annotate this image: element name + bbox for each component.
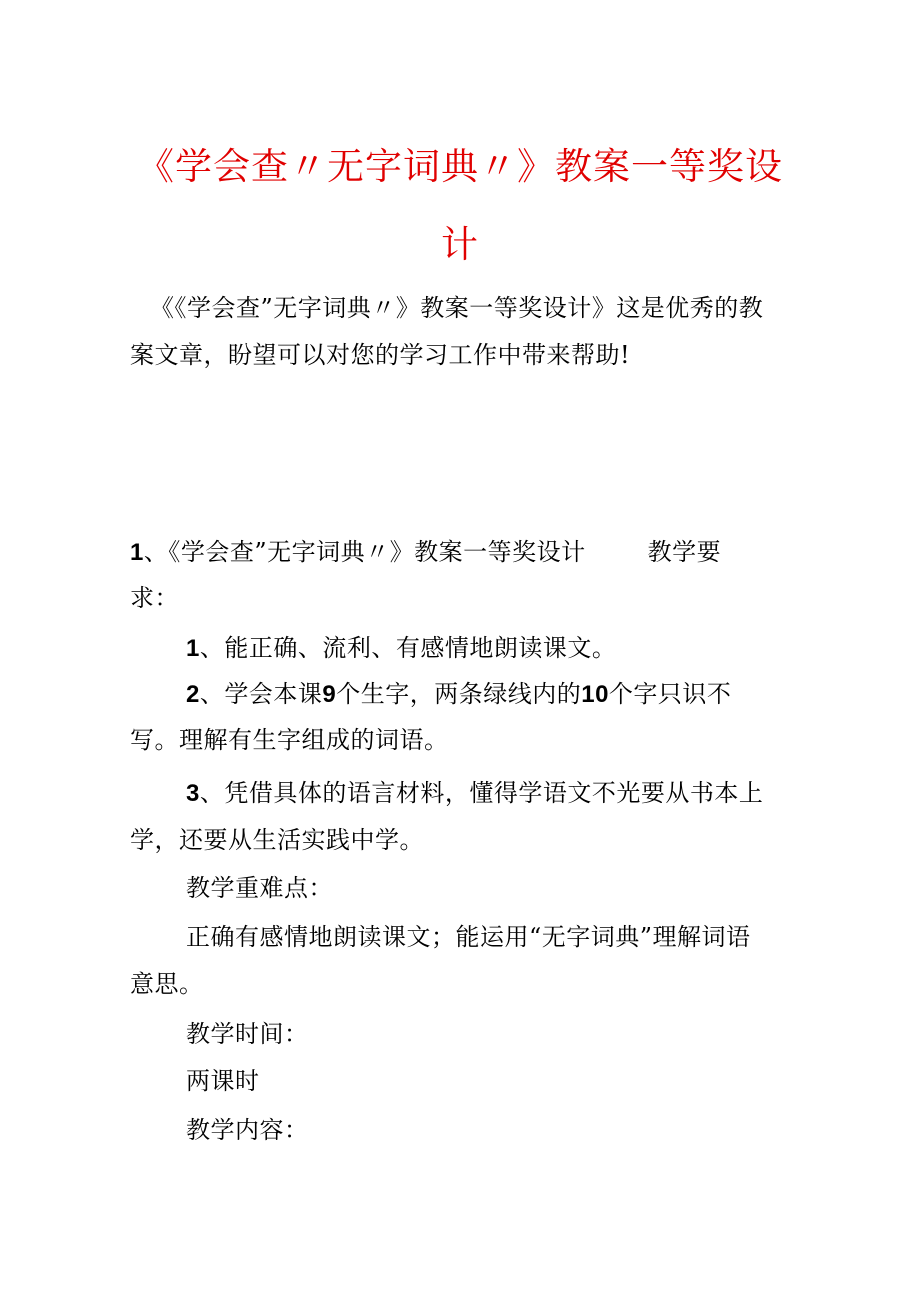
document-title-line-2: 计 — [441, 223, 479, 266]
requirement-item-2-line-2: 写。理解有生字组成的词语。 — [130, 726, 449, 754]
requirement-number: 2 — [186, 681, 200, 708]
requirement-item-3-line-2: 学，还要从生活实践中学。 — [130, 826, 424, 854]
document-title-line-1: 《学会查〃无字词典〃》教案一等奖设 — [137, 145, 783, 188]
requirement-text: 个字只识不 — [608, 680, 732, 708]
section-heading-text: 、《学会查”无字词典〃》教案一等奖设计 — [143, 538, 586, 566]
focus-text-line-1: 正确有感情地朗读课文；能运用“无字词典”理解词语 — [186, 923, 751, 951]
requirement-text: 、凭借具体的语言材料，懂得学语文不光要从书本上 — [199, 779, 764, 807]
section-number: 1 — [130, 539, 144, 566]
focus-label: 教学重难点： — [186, 874, 333, 902]
section-heading-tail: 教学要 — [647, 538, 722, 566]
intro-paragraph-line-1: 《《学会查”无字词典〃》教案一等奖设计》这是优秀的教 — [150, 294, 764, 322]
requirement-count: 9 — [322, 681, 337, 708]
section-heading-line-2: 求： — [130, 584, 179, 612]
requirement-count: 10 — [581, 681, 609, 708]
requirement-text: 、能正确、流利、有感情地朗读课文。 — [199, 634, 617, 662]
section-heading — [130, 537, 721, 568]
requirement-item-2 — [186, 679, 731, 710]
content-label: 教学内容： — [186, 1116, 309, 1144]
requirement-item-3 — [186, 778, 763, 809]
intro-paragraph-line-2: 案文章，盼望可以对您的学习工作中带来帮助! — [130, 341, 631, 369]
requirement-number: 1 — [186, 635, 200, 662]
requirement-text: 个生字，两条绿线内的 — [336, 680, 582, 708]
requirement-text: 、学会本课 — [199, 680, 323, 708]
time-value: 两课时 — [186, 1067, 260, 1095]
time-label: 教学时间： — [186, 1020, 309, 1048]
requirement-number: 3 — [186, 780, 200, 807]
focus-text-line-2: 意思。 — [130, 970, 204, 998]
requirement-item-1 — [186, 633, 616, 664]
